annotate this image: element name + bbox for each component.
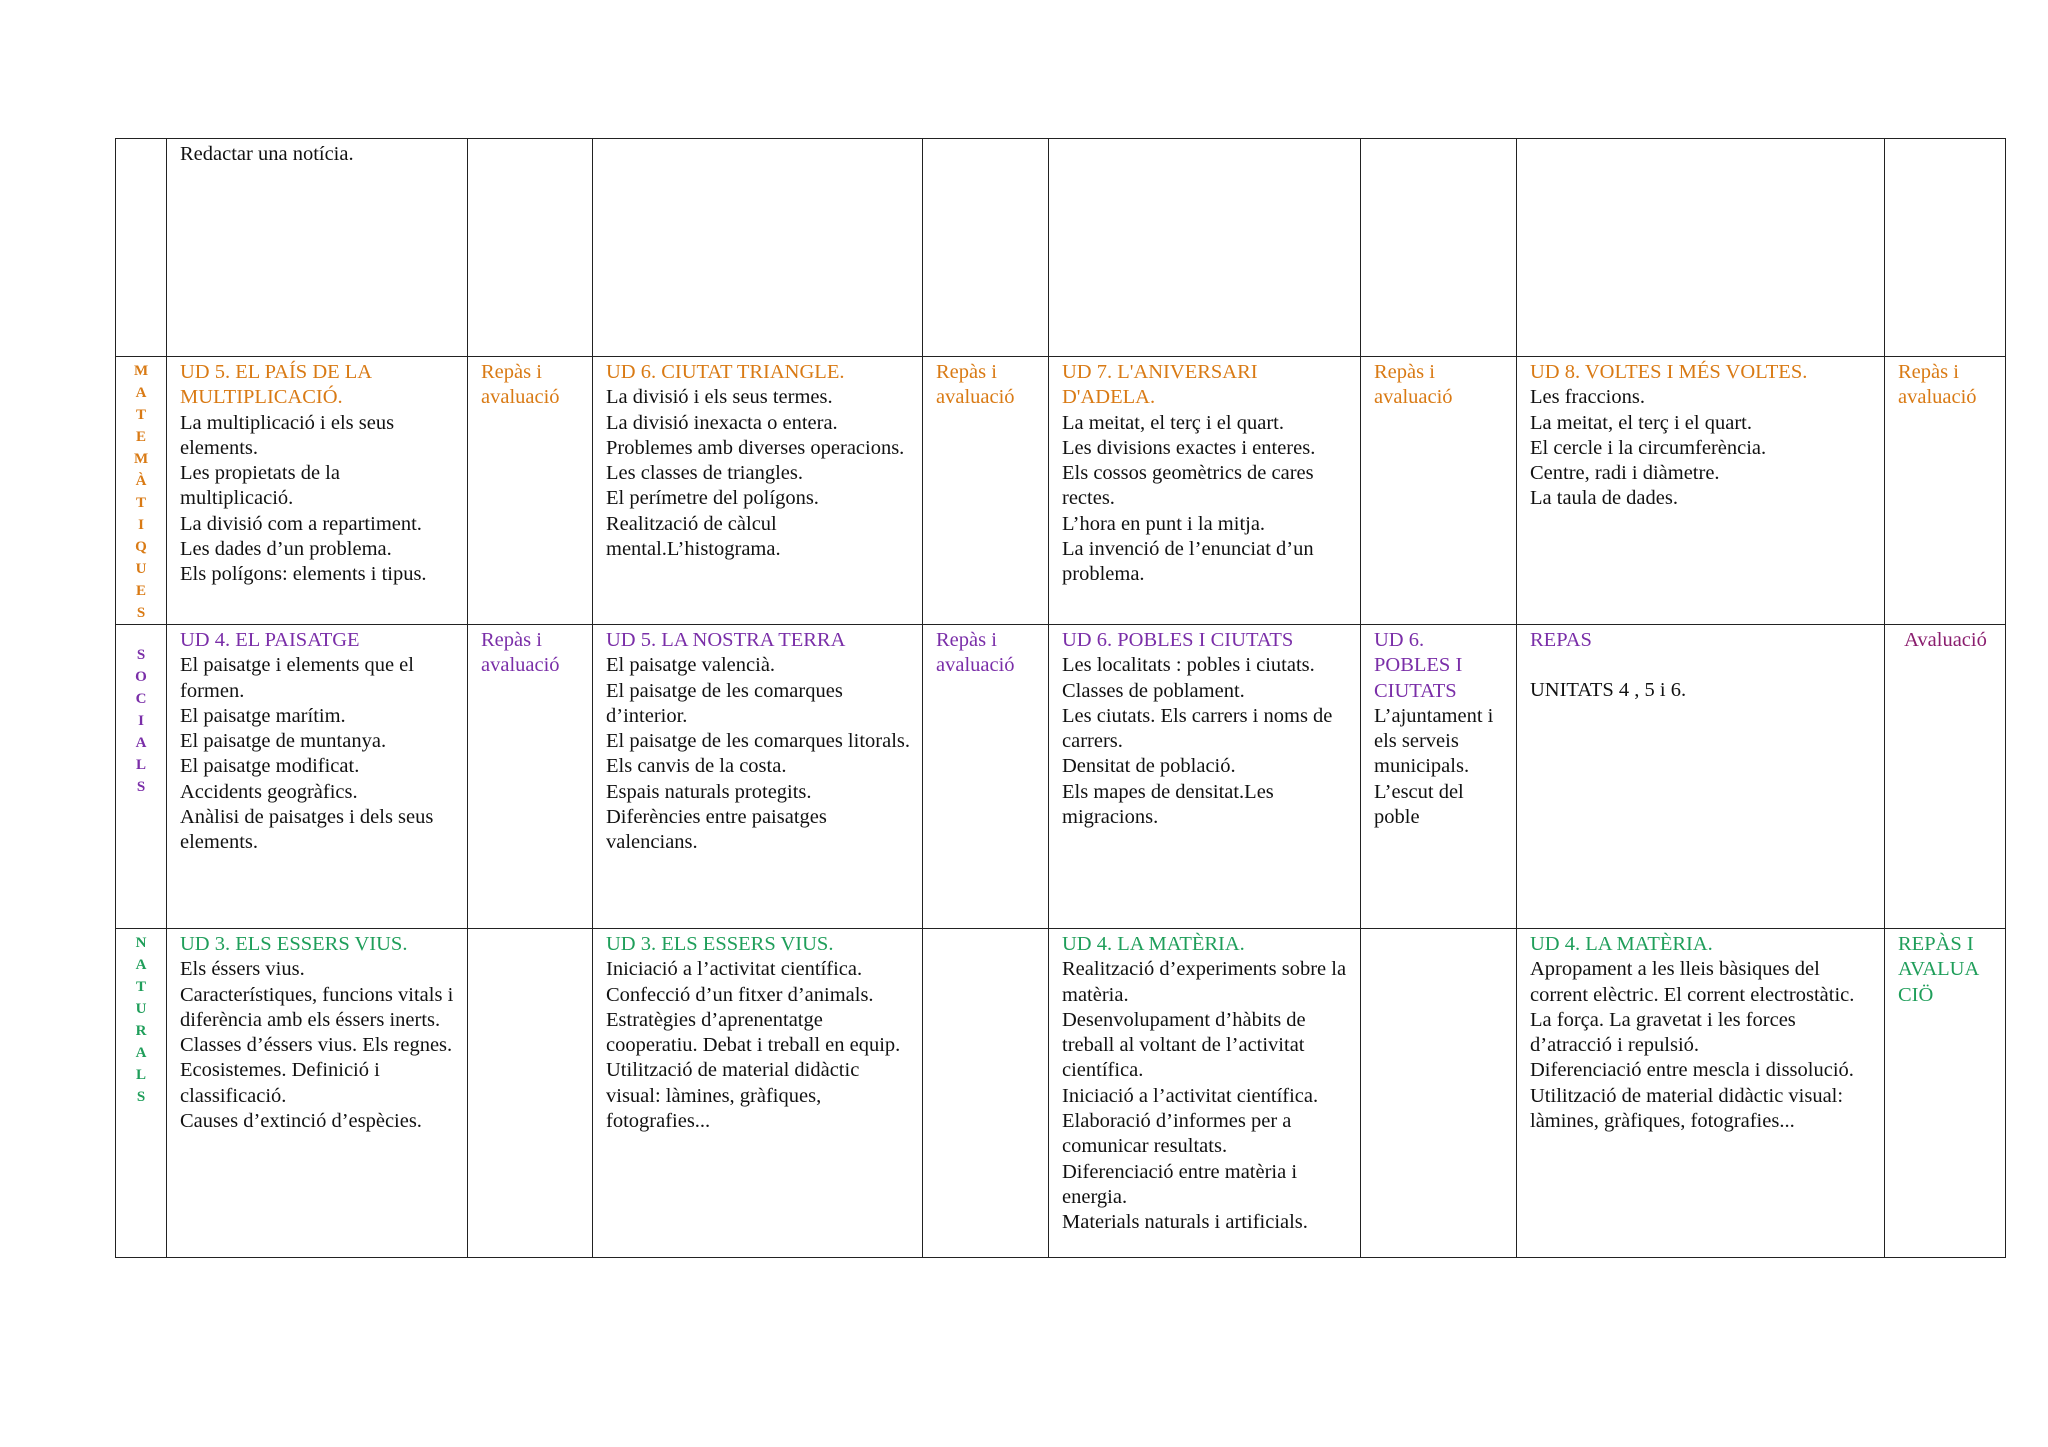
unit-title: UD 3. ELS ESSERS VIUS. [180,933,408,955]
cell-empty [593,139,923,357]
review-label: Repàs i avaluació [1898,361,1977,409]
cell-nat-unit-4 [1049,929,1361,1258]
cell-soc-unit-6 [1049,625,1361,929]
content-line: Les fraccions. [1530,386,1645,409]
review-label: Repàs i avaluació [936,629,1015,677]
content-line: L’ajuntament i els serveis municipals. [1374,704,1494,778]
content-line: Iniciació a l’activitat científica. [1062,1084,1319,1107]
content-line: Les dades d’un problema. [180,538,392,561]
cell-empty [923,929,1049,1258]
content-line: L’escut del poble [1374,780,1464,829]
unit-contents [1374,704,1504,830]
cell-mat-review-3 [1361,357,1517,625]
content-line: Utilització de material didàctic visual: làmines, gràfiques, fotografies... [1530,1084,1844,1133]
content-line: La taula de dades. [1530,487,1678,510]
content-line: La divisió inexacta o entera. [606,411,838,434]
unit-contents [606,385,910,562]
content-line: Elaboració d’informes per a comunicar resultats. [1062,1110,1292,1158]
subject-vertical-text: SOCIALS [135,647,147,795]
content-line: Les classes de triangles. [606,462,803,485]
review-label: Repàs i avaluació [481,629,560,677]
unit-title: UD 4. LA MATÈRIA. [1062,933,1245,955]
unit-contents [606,653,910,855]
content-line: Utilització de material didàctic visual: làmines, gràfiques, fotografies... [606,1059,860,1133]
content-line: La invenció de l’enunciat d’un problema. [1062,538,1314,586]
content-line: Estratègies d’aprenentatge cooperatiu. Debat i treball en equip. [606,1008,901,1057]
content-line: Classes d’éssers vius. Els regnes. [180,1034,453,1057]
cell-empty [1885,139,2006,357]
unit-title: UD 5. LA NOSTRA TERRA [606,629,846,651]
content-line: Els cossos geomètrics de cares rectes. [1062,462,1314,510]
content-line: Diferenciació entre mescla i dissolució. [1530,1059,1854,1082]
unit-contents [1530,385,1872,511]
content-line: Diferències entre paisatges valencians. [606,806,827,854]
unit-title: UD 7. L'ANIVERSARI D'ADELA. [1062,361,1258,409]
content-line: La divisió i els seus termes. [606,386,833,409]
planning-table [115,138,2006,1258]
subject-vertical-text: MATEMÀTIQUES [134,363,149,621]
review-label: REPÀS I AVALUA CIÖ [1898,933,1979,1006]
content-line: La meitat, el terç i el quart. [1530,411,1752,434]
unit-title: UD 6. POBLES I CIUTATS [1062,629,1294,651]
unit-title: UD 4. LA MATÈRIA. [1530,933,1713,955]
unit-contents [1062,653,1348,830]
content-line: Els éssers vius. [180,958,305,981]
unit-title: REPAS [1530,629,1592,651]
spacer [1530,653,1872,678]
table-row-naturals [116,929,2006,1258]
cell-soc-repas [1517,625,1885,929]
subject-vertical-text: NATURALS [135,935,147,1105]
cell-mat-unit-8 [1517,357,1885,625]
unit-contents [1530,678,1872,703]
cell-nat-unit-3b [593,929,923,1258]
content-line: Densitat de població. [1062,755,1236,778]
cell-text: Redactar una notícia. [180,143,354,165]
content-line: Centre, radi i diàmetre. [1530,462,1720,485]
table-row-matematiques [116,357,2006,625]
content-line: Confecció d’un fitxer d’animals. [606,983,874,1006]
content-line: La força. La gravetat i les forces d’atracció i repulsió. [1530,1008,1796,1057]
cell-nat-review [1885,929,2006,1258]
unit-contents [180,411,455,588]
cell-empty [1049,139,1361,357]
subject-label-naturals [116,929,167,1258]
content-line: Materials naturals i artificials. [1062,1211,1308,1234]
review-label: Avaluació [1904,629,1987,651]
cell-nat-unit-3 [167,929,468,1258]
content-line: El perímetre del polígons. [606,487,819,510]
cell-mat-review-4 [1885,357,2006,625]
content-line: Anàlisi de paisatges i dels seus elements. [180,806,434,854]
review-label: Repàs i avaluació [481,361,560,409]
cell-empty [1361,139,1517,357]
content-line: El paisatge de les comarques litorals. [606,730,910,753]
content-line: Causes d’extinció d’espècies. [180,1110,422,1133]
cell-soc-review-2 [923,625,1049,929]
content-line: El paisatge marítim. [180,704,346,727]
cell-mat-unit-7 [1049,357,1361,625]
unit-contents [1062,411,1348,588]
cell-soc-review-1 [468,625,593,929]
content-line: Les localitats : pobles i ciutats. [1062,654,1315,677]
table-row-socials [116,625,2006,929]
content-line: La multiplicació i els seus elements. [180,411,395,459]
content-line: Els canvis de la costa. [606,755,787,778]
unit-title: UD 5. EL PAÍS DE LA MULTIPLICACIÓ. [180,361,371,409]
cell-empty [923,139,1049,357]
cell-soc-unit-5 [593,625,923,929]
content-line: Els mapes de densitat.Les migracions. [1062,780,1274,829]
content-line: Diferenciació entre matèria i energia. [1062,1160,1298,1208]
subject-label-matematiques [116,357,167,625]
content-line: El cercle i la circumferència. [1530,436,1767,459]
content-line: Realització de càlcul mental.L’histograma. [606,512,781,561]
content-line: El paisatge de les comarques d’interior. [606,679,843,727]
cell-mat-unit-6 [593,357,923,625]
cell-mat-review-1 [468,357,593,625]
review-label: Repàs i avaluació [936,361,1015,409]
table-row-continuation [116,139,2006,357]
content-line: El paisatge valencià. [606,654,776,677]
content-line: Les ciutats. Els carrers i noms de carrers. [1062,704,1333,753]
unit-title: UD 6. CIUTAT TRIANGLE. [606,361,845,383]
content-line: Realització d’experiments sobre la matèria. [1062,958,1347,1006]
content-line: Problemes amb diverses operacions. [606,436,905,459]
cell-empty [468,139,593,357]
content-line: UNITATS 4 , 5 i 6. [1530,679,1687,702]
unit-title: UD 6. POBLES I CIUTATS [1374,629,1463,702]
content-line: Característiques, funcions vitals i diferència amb els éssers inerts. [180,983,454,1031]
content-line: El paisatge de muntanya. [180,730,387,753]
unit-contents [180,653,455,855]
content-line: La meitat, el terç i el quart. [1062,411,1284,434]
subject-cell-empty [116,139,167,357]
cell-soc-avaluacio [1885,625,2006,929]
cell-empty [468,929,593,1258]
content-line: Els polígons: elements i tipus. [180,563,427,586]
unit-contents [1530,957,1872,1134]
cell-nat-unit-4b [1517,929,1885,1258]
content-line: Les propietats de la multiplicació. [180,462,340,510]
content-line: Desenvolupament d’hàbits de treball al voltant de l’activitat científica. [1062,1008,1306,1082]
cell-soc-unit-4 [167,625,468,929]
content-line: Les divisions exactes i enteres. [1062,436,1316,459]
review-label: Repàs i avaluació [1374,361,1453,409]
unit-contents [1062,957,1348,1235]
unit-title: UD 4. EL PAISATGE [180,629,360,651]
content-line: El paisatge i elements que el formen. [180,654,414,702]
content-line: Ecosistemes. Definició i classificació. [180,1059,380,1107]
cell-empty [1361,929,1517,1258]
content-line: Apropament a les lleis bàsiques del corrent elèctric. El corrent electrostàtic. [1530,958,1855,1006]
content-line: Iniciació a l’activitat científica. [606,958,863,981]
unit-contents [180,957,455,1134]
cell-empty [1517,139,1885,357]
cell-mat-review-2 [923,357,1049,625]
content-line: El paisatge modificat. [180,755,360,778]
content-line: Espais naturals protegits. [606,780,812,803]
unit-title: UD 3. ELS ESSERS VIUS. [606,933,834,955]
cell-soc-unit-6-cont [1361,625,1517,929]
unit-title: UD 8. VOLTES I MÉS VOLTES. [1530,361,1808,383]
subject-label-socials [116,625,167,929]
content-line: La divisió com a repartiment. [180,512,422,535]
content-line: Accidents geogràfics. [180,780,358,803]
content-line: L’hora en punt i la mitja. [1062,512,1266,535]
unit-contents [606,957,910,1134]
cell-top-content [167,139,468,357]
content-line: Classes de poblament. [1062,679,1245,702]
cell-mat-unit-5 [167,357,468,625]
